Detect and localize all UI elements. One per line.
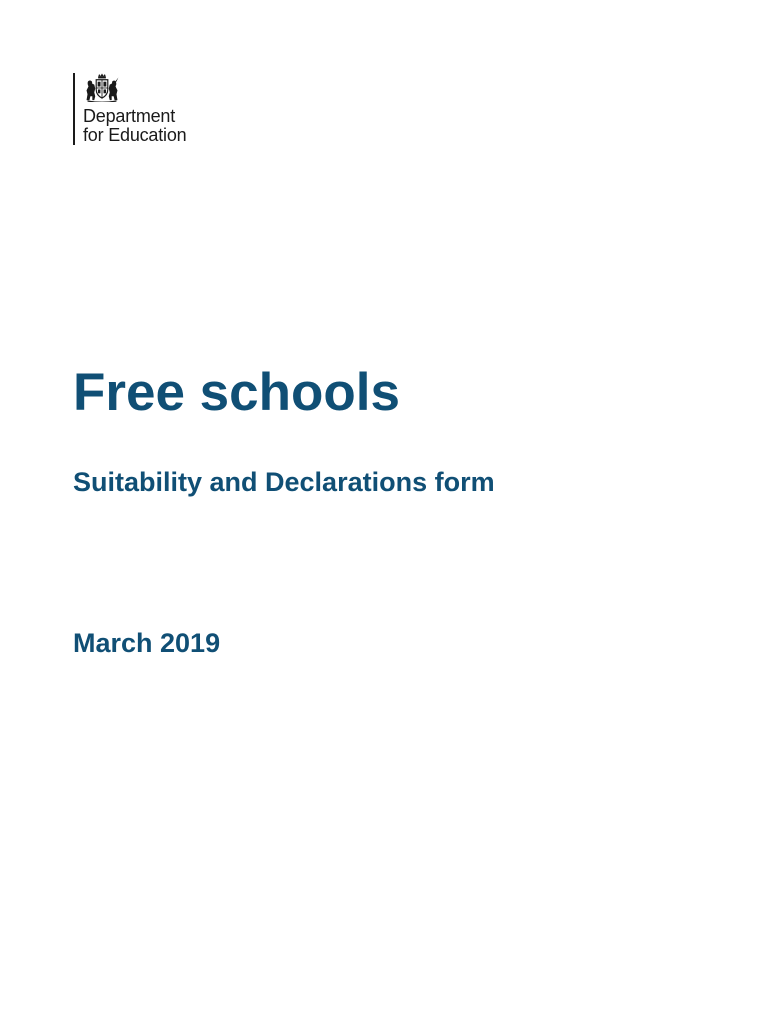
publication-date: March 2019 [73,628,221,658]
department-logo [73,73,186,145]
logo-body [83,73,186,145]
department-name [83,107,186,145]
document-subtitle: Suitability and Declarations form [73,467,495,497]
department-name-line-2: for Education [83,125,187,145]
royal-crest-icon [84,73,120,102]
document-title: Free schools [73,363,400,422]
logo-divider [73,73,75,145]
department-name-line-1: Department [83,106,176,126]
